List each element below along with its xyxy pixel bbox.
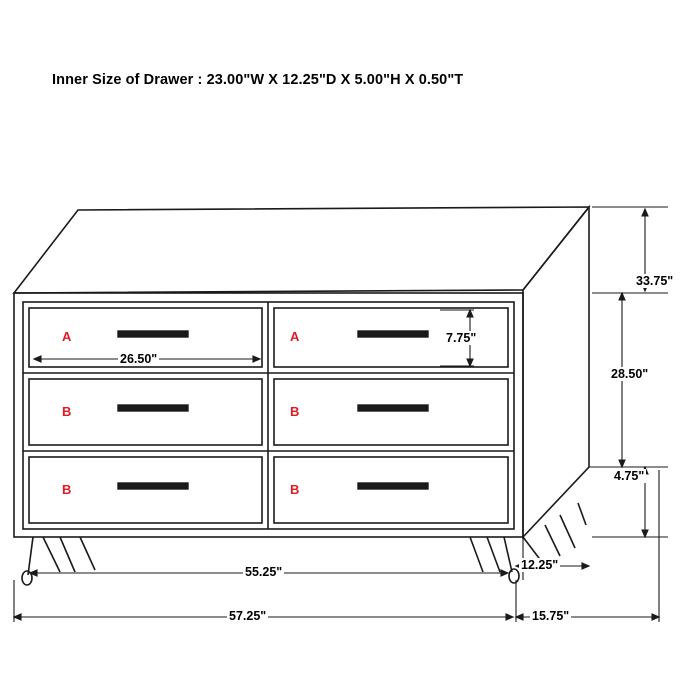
handle-b-mid-right — [358, 405, 428, 411]
dimension-lines — [14, 207, 668, 622]
dimension-leg-height: 4.75" — [614, 469, 645, 483]
page-title: Inner Size of Drawer : 23.00"W X 12.25"D X 5.00"H X 0.50"T — [52, 72, 464, 88]
drawer-letter-b-bottom-left: B — [62, 482, 72, 497]
handle-b-bottom-right — [358, 483, 428, 489]
handle-b-bottom-left — [118, 483, 188, 489]
handle-b-mid-left — [118, 405, 188, 411]
handle-a-left — [118, 331, 188, 337]
drawer-letter-b-mid-left: B — [62, 404, 72, 419]
drawer-letter-a-left: A — [62, 329, 72, 344]
drawer-face-b-bottom-right — [274, 457, 508, 523]
dimension-total-width: 57.25" — [229, 609, 267, 623]
dimension-depth-inner: 12.25" — [521, 558, 559, 572]
dimension-total-height: 33.75" — [636, 274, 674, 288]
handle-a-right — [358, 331, 428, 337]
dimension-drawer-width: 26.50" — [120, 352, 158, 366]
leg-foot-right — [509, 569, 519, 583]
dimension-drawer-height: 7.75" — [446, 331, 477, 345]
dresser-top-surface — [14, 207, 589, 293]
dimension-depth-total: 15.75" — [532, 609, 570, 623]
drawer-face-b-mid-right — [274, 379, 508, 445]
drawer-handles — [118, 331, 428, 489]
dimension-front-width: 55.25" — [245, 565, 283, 579]
drawer-letter-b-bottom-right: B — [290, 482, 300, 497]
drawer-letter-b-mid-right: B — [290, 404, 300, 419]
drawer-letter-a-right: A — [290, 329, 300, 344]
dimension-case-height: 28.50" — [611, 367, 649, 381]
dresser-right-side — [523, 207, 589, 537]
